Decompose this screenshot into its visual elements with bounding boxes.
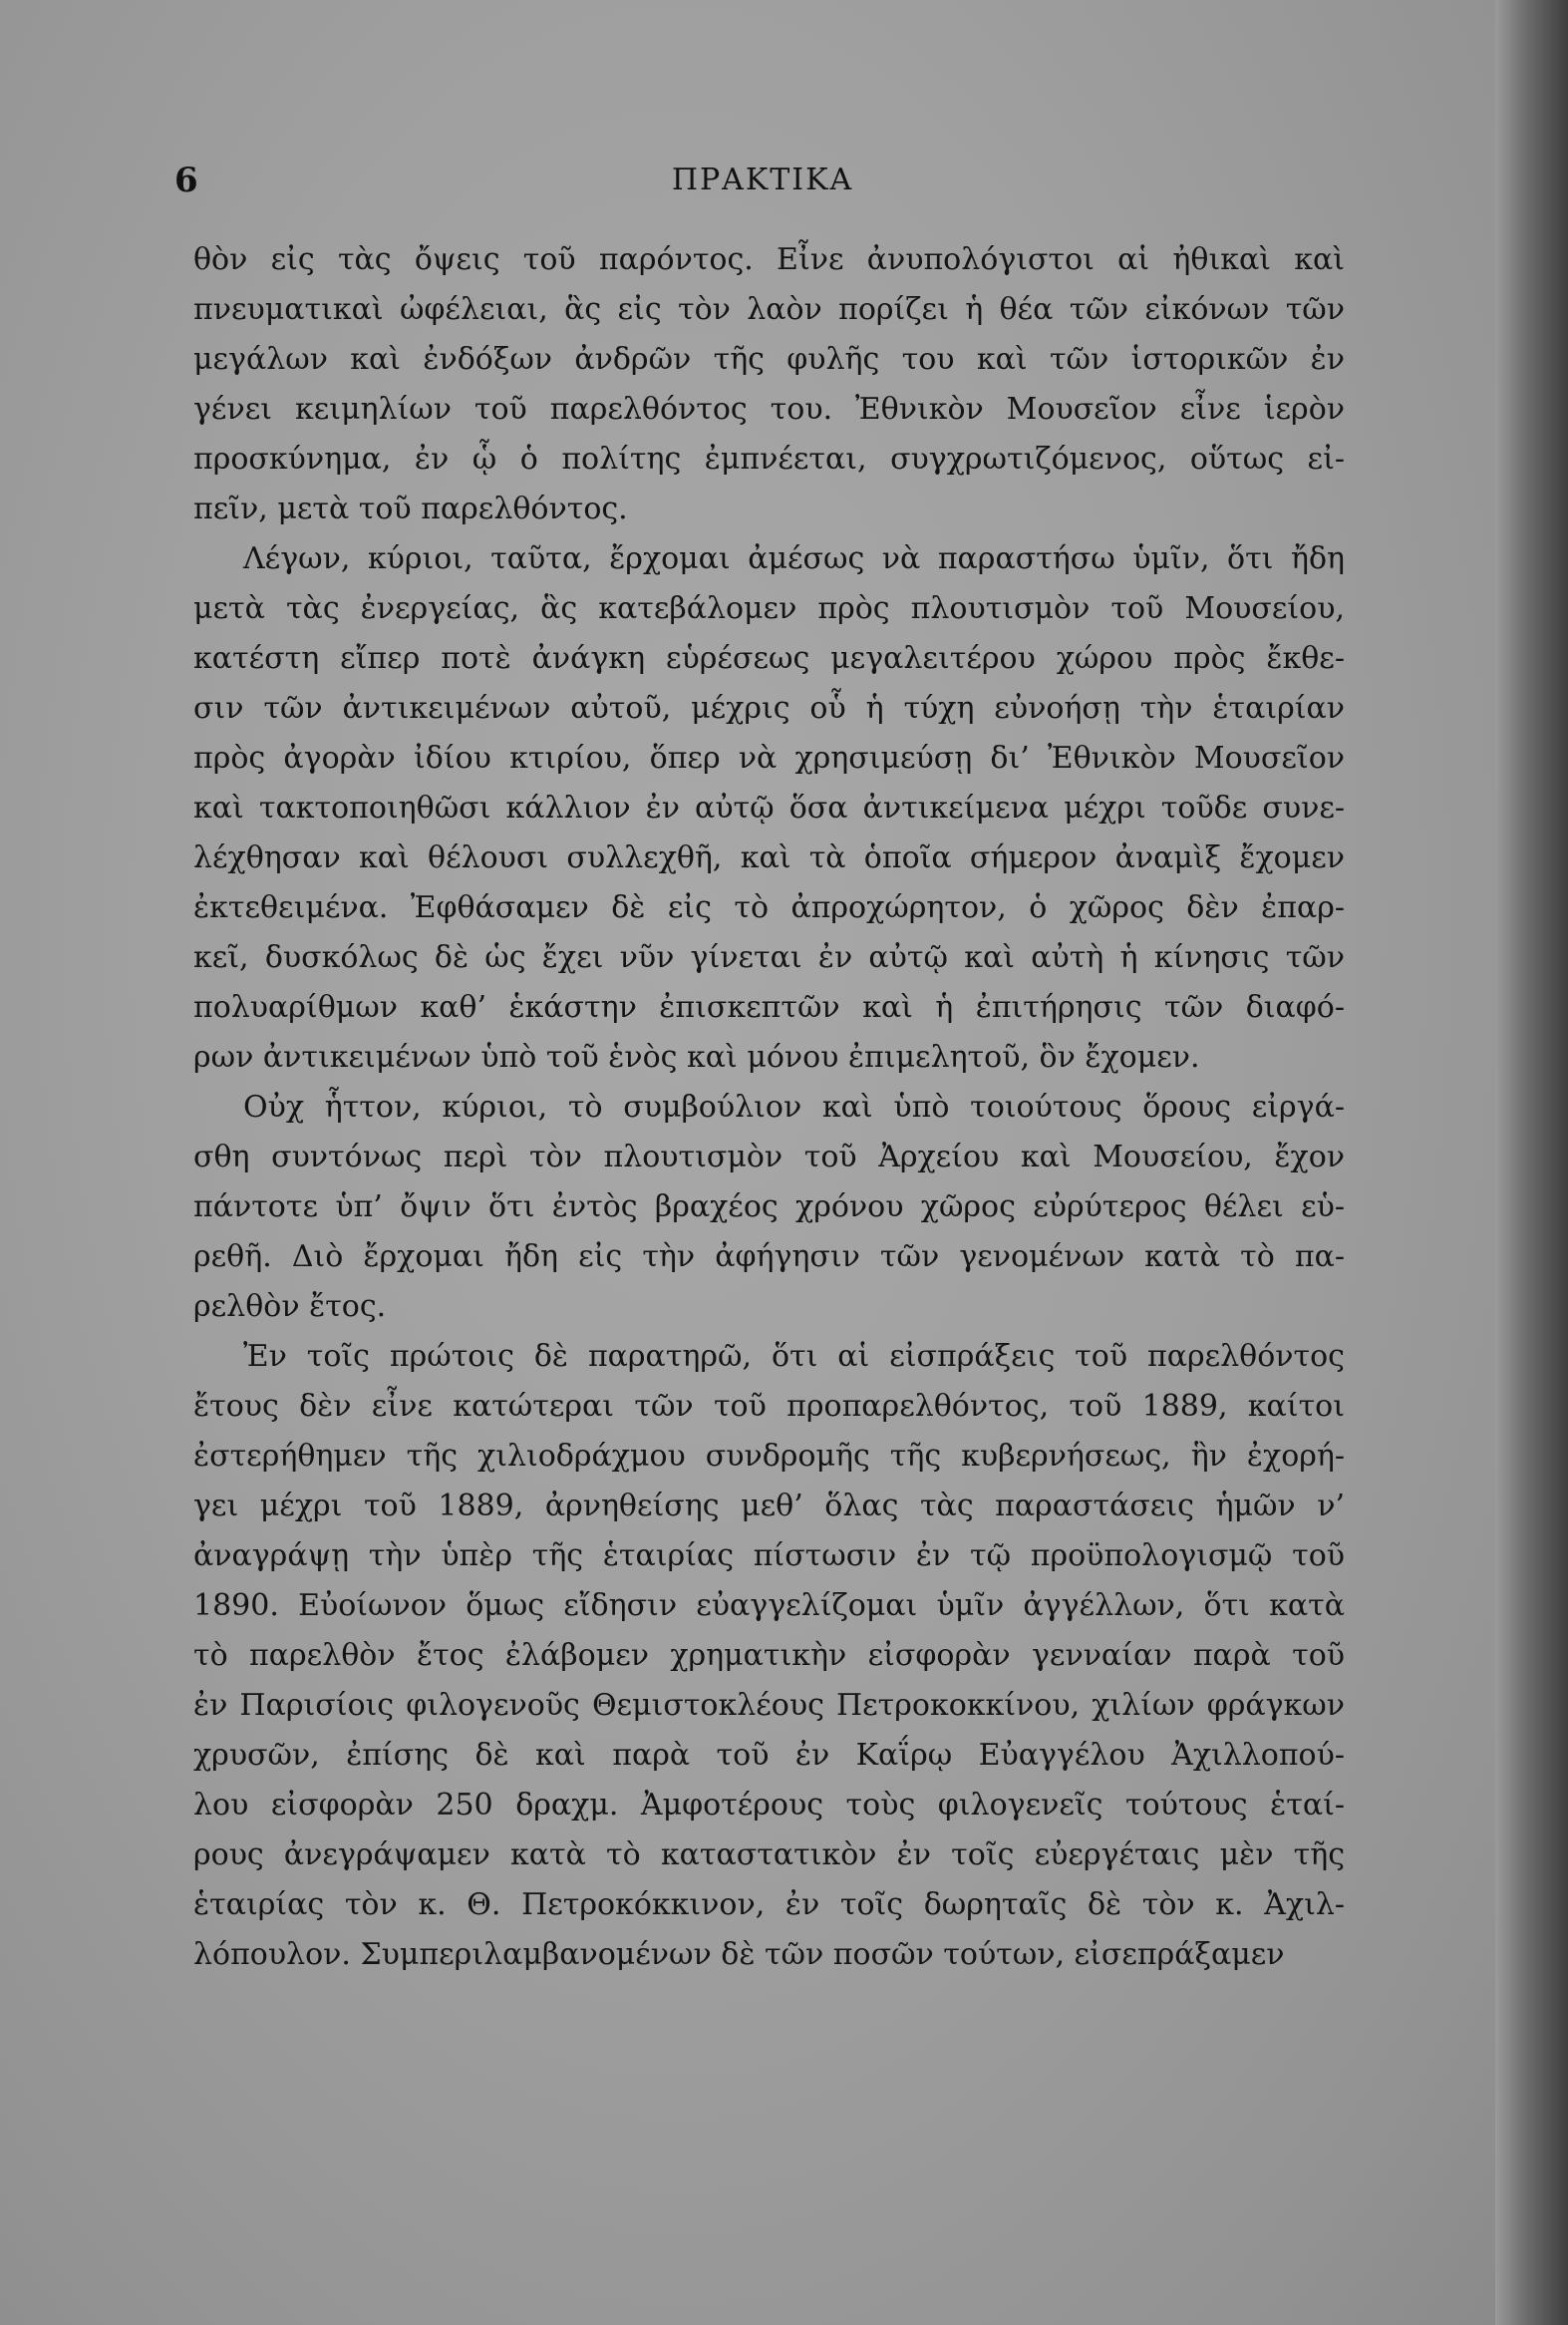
- text-line: κατέστη εἴπερ ποτὲ ἀνάγκη εὑρέσεως μεγαλειτέρου χώρου πρὸς ἔκθε-: [193, 641, 1345, 676]
- text-line: καὶ τακτοποιηθῶσι κάλλιον ἐν αὐτῷ ὅσα ἀντικείμενα μέχρι τοῦδε συνε-: [193, 791, 1345, 826]
- text-line: σθη συντόνως περὶ τὸν πλουτισμὸν τοῦ Ἀρχείου καὶ Μουσείου, ἔχον: [193, 1140, 1345, 1174]
- text-line: μετὰ τὰς ἐνεργείας, ἃς κατεβάλομεν πρὸς πλουτισμὸν τοῦ Μουσείου,: [193, 591, 1345, 626]
- text-line: Οὐχ ἧττον, κύριοι, τὸ συμβούλιον καὶ ὑπὸ τοιούτους ὅρους εἰργά-: [243, 1090, 1345, 1125]
- text-line: Ἐν τοῖς πρώτοις δὲ παρατηρῶ, ὅτι αἱ εἰσπράξεις τοῦ παρελθόντος: [243, 1339, 1345, 1374]
- text-line: γει μέχρι τοῦ 1889, ἀρνηθείσης μεθ’ ὅλας τὰς παραστάσεις ἡμῶν ν’: [193, 1489, 1345, 1523]
- text-line: πνευματικαὶ ὠφέλειαι, ἃς εἰς τὸν λαὸν πορίζει ἡ θέα τῶν εἰκόνων τῶν: [193, 292, 1345, 327]
- running-title: ΠΡΑΚΤΙΚΑ: [671, 163, 854, 197]
- text-line: ἑταιρίας τὸν κ. Θ. Πετροκόκκινον, ἐν τοῖς δωρηταῖς δὲ τὸν κ. Ἀχιλ-: [193, 1887, 1345, 1922]
- text-line: πεῖν, μετὰ τοῦ παρελθόντος.: [193, 492, 628, 526]
- page-header: [174, 158, 1351, 203]
- text-line: ρους ἀνεγράψαμεν κατὰ τὸ καταστατικὸν ἐν τοῖς εὐεργέταις μὲν τῆς: [193, 1837, 1345, 1872]
- text-line: μεγάλων καὶ ἐνδόξων ἀνδρῶν τῆς φυλῆς του καὶ τῶν ἱστορικῶν ἐν: [193, 342, 1345, 377]
- text-line: λου εἰσφορὰν 250 δραχμ. Ἀμφοτέρους τοὺς φιλογενεῖς τούτους ἑταί-: [193, 1788, 1345, 1823]
- text-line: 1890. Εὐοίωνον ὅμως εἴδησιν εὐαγγελίζομαι ὑμῖν ἀγγέλλων, ὅτι κατὰ: [193, 1588, 1345, 1623]
- text-line: ἀναγράψῃ τὴν ὑπὲρ τῆς ἑταιρίας πίστωσιν ἐν τῷ προϋπολογισμῷ τοῦ: [193, 1538, 1345, 1573]
- text-line: ἔτους δὲν εἶνε κατώτεραι τῶν τοῦ προπαρελθόντος, τοῦ 1889, καίτοι: [193, 1389, 1345, 1424]
- body-text: [193, 235, 1345, 1980]
- text-line: ἐκτεθειμένα. Ἐφθάσαμεν δὲ εἰς τὸ ἀπροχώρητον, ὁ χῶρος δὲν ἐπαρ-: [193, 890, 1345, 925]
- text-line: κεῖ, δυσκόλως δὲ ὡς ἔχει νῦν γίνεται ἐν αὐτῷ καὶ αὐτὴ ἡ κίνησις τῶν: [193, 940, 1345, 975]
- text-line: πρὸς ἀγορὰν ἰδίου κτιρίου, ὅπερ νὰ χρησιμεύσῃ δι’ Ἐθνικὸν Μουσεῖον: [193, 741, 1345, 776]
- text-line: γένει κειμηλίων τοῦ παρελθόντος του. Ἐθνικὸν Μουσεῖον εἶνε ἱερὸν: [193, 392, 1345, 427]
- text-line: ρεθῆ. Διὸ ἔρχομαι ἤδη εἰς τὴν ἀφήγησιν τῶν γενομένων κατὰ τὸ πα-: [193, 1239, 1345, 1274]
- text-line: ρελθὸν ἔτος.: [193, 1289, 387, 1324]
- text-line: ρων ἀντικειμένων ὑπὸ τοῦ ἑνὸς καὶ μόνου ἐπιμελητοῦ, ὃν ἔχομεν.: [193, 1040, 1200, 1075]
- page-edge-shadow: [1495, 0, 1568, 2325]
- text-line: λέχθησαν καὶ θέλουσι συλλεχθῆ, καὶ τὰ ὁποῖα σήμερον ἀναμὶξ ἔχομεν: [193, 840, 1345, 875]
- text-line: ἐν Παρισίοις φιλογενοῦς Θεμιστοκλέους Πετροκοκκίνου, χιλίων φράγκων: [193, 1688, 1345, 1723]
- text-line: τὸ παρελθὸν ἔτος ἐλάβομεν χρηματικὴν εἰσφορὰν γενναίαν παρὰ τοῦ: [193, 1638, 1345, 1673]
- text-line: σιν τῶν ἀντικειμένων αὐτοῦ, μέχρις οὗ ἡ τύχη εὐνοήσῃ τὴν ἑταιρίαν: [193, 691, 1345, 726]
- text-line: θὸν εἰς τὰς ὄψεις τοῦ παρόντος. Εἶνε ἀνυπολόγιστοι αἱ ἠθικαὶ καὶ: [193, 242, 1345, 277]
- text-line: λόπουλον. Συμπεριλαμβανομένων δὲ τῶν ποσῶν τούτων, εἰσεπράξαμεν: [193, 1937, 1285, 1972]
- text-line: πολυαρίθμων καθ’ ἑκάστην ἐπισκεπτῶν καὶ ἡ ἐπιτήρησις τῶν διαφό-: [193, 990, 1345, 1025]
- text-line: χρυσῶν, ἐπίσης δὲ καὶ παρὰ τοῦ ἐν Καΐρῳ Εὐαγγέλου Ἀχιλλοπού-: [193, 1738, 1345, 1773]
- text-line: Λέγων, κύριοι, ταῦτα, ἔρχομαι ἀμέσως νὰ παραστήσω ὑμῖν, ὅτι ἤδη: [243, 541, 1345, 576]
- text-line: προσκύνημα, ἐν ᾧ ὁ πολίτης ἐμπνέεται, συγχρωτιζόμενος, οὕτως εἰ-: [193, 442, 1345, 477]
- text-line: πάντοτε ὑπ’ ὄψιν ὅτι ἐντὸς βραχέος χρόνου χῶρος εὐρύτερος θέλει εὑ-: [193, 1189, 1345, 1224]
- page-number: 6: [174, 161, 198, 200]
- text-line: ἐστερήθημεν τῆς χιλιοδράχμου συνδρομῆς τῆς κυβερνήσεως, ἣν ἐχορή-: [193, 1439, 1345, 1474]
